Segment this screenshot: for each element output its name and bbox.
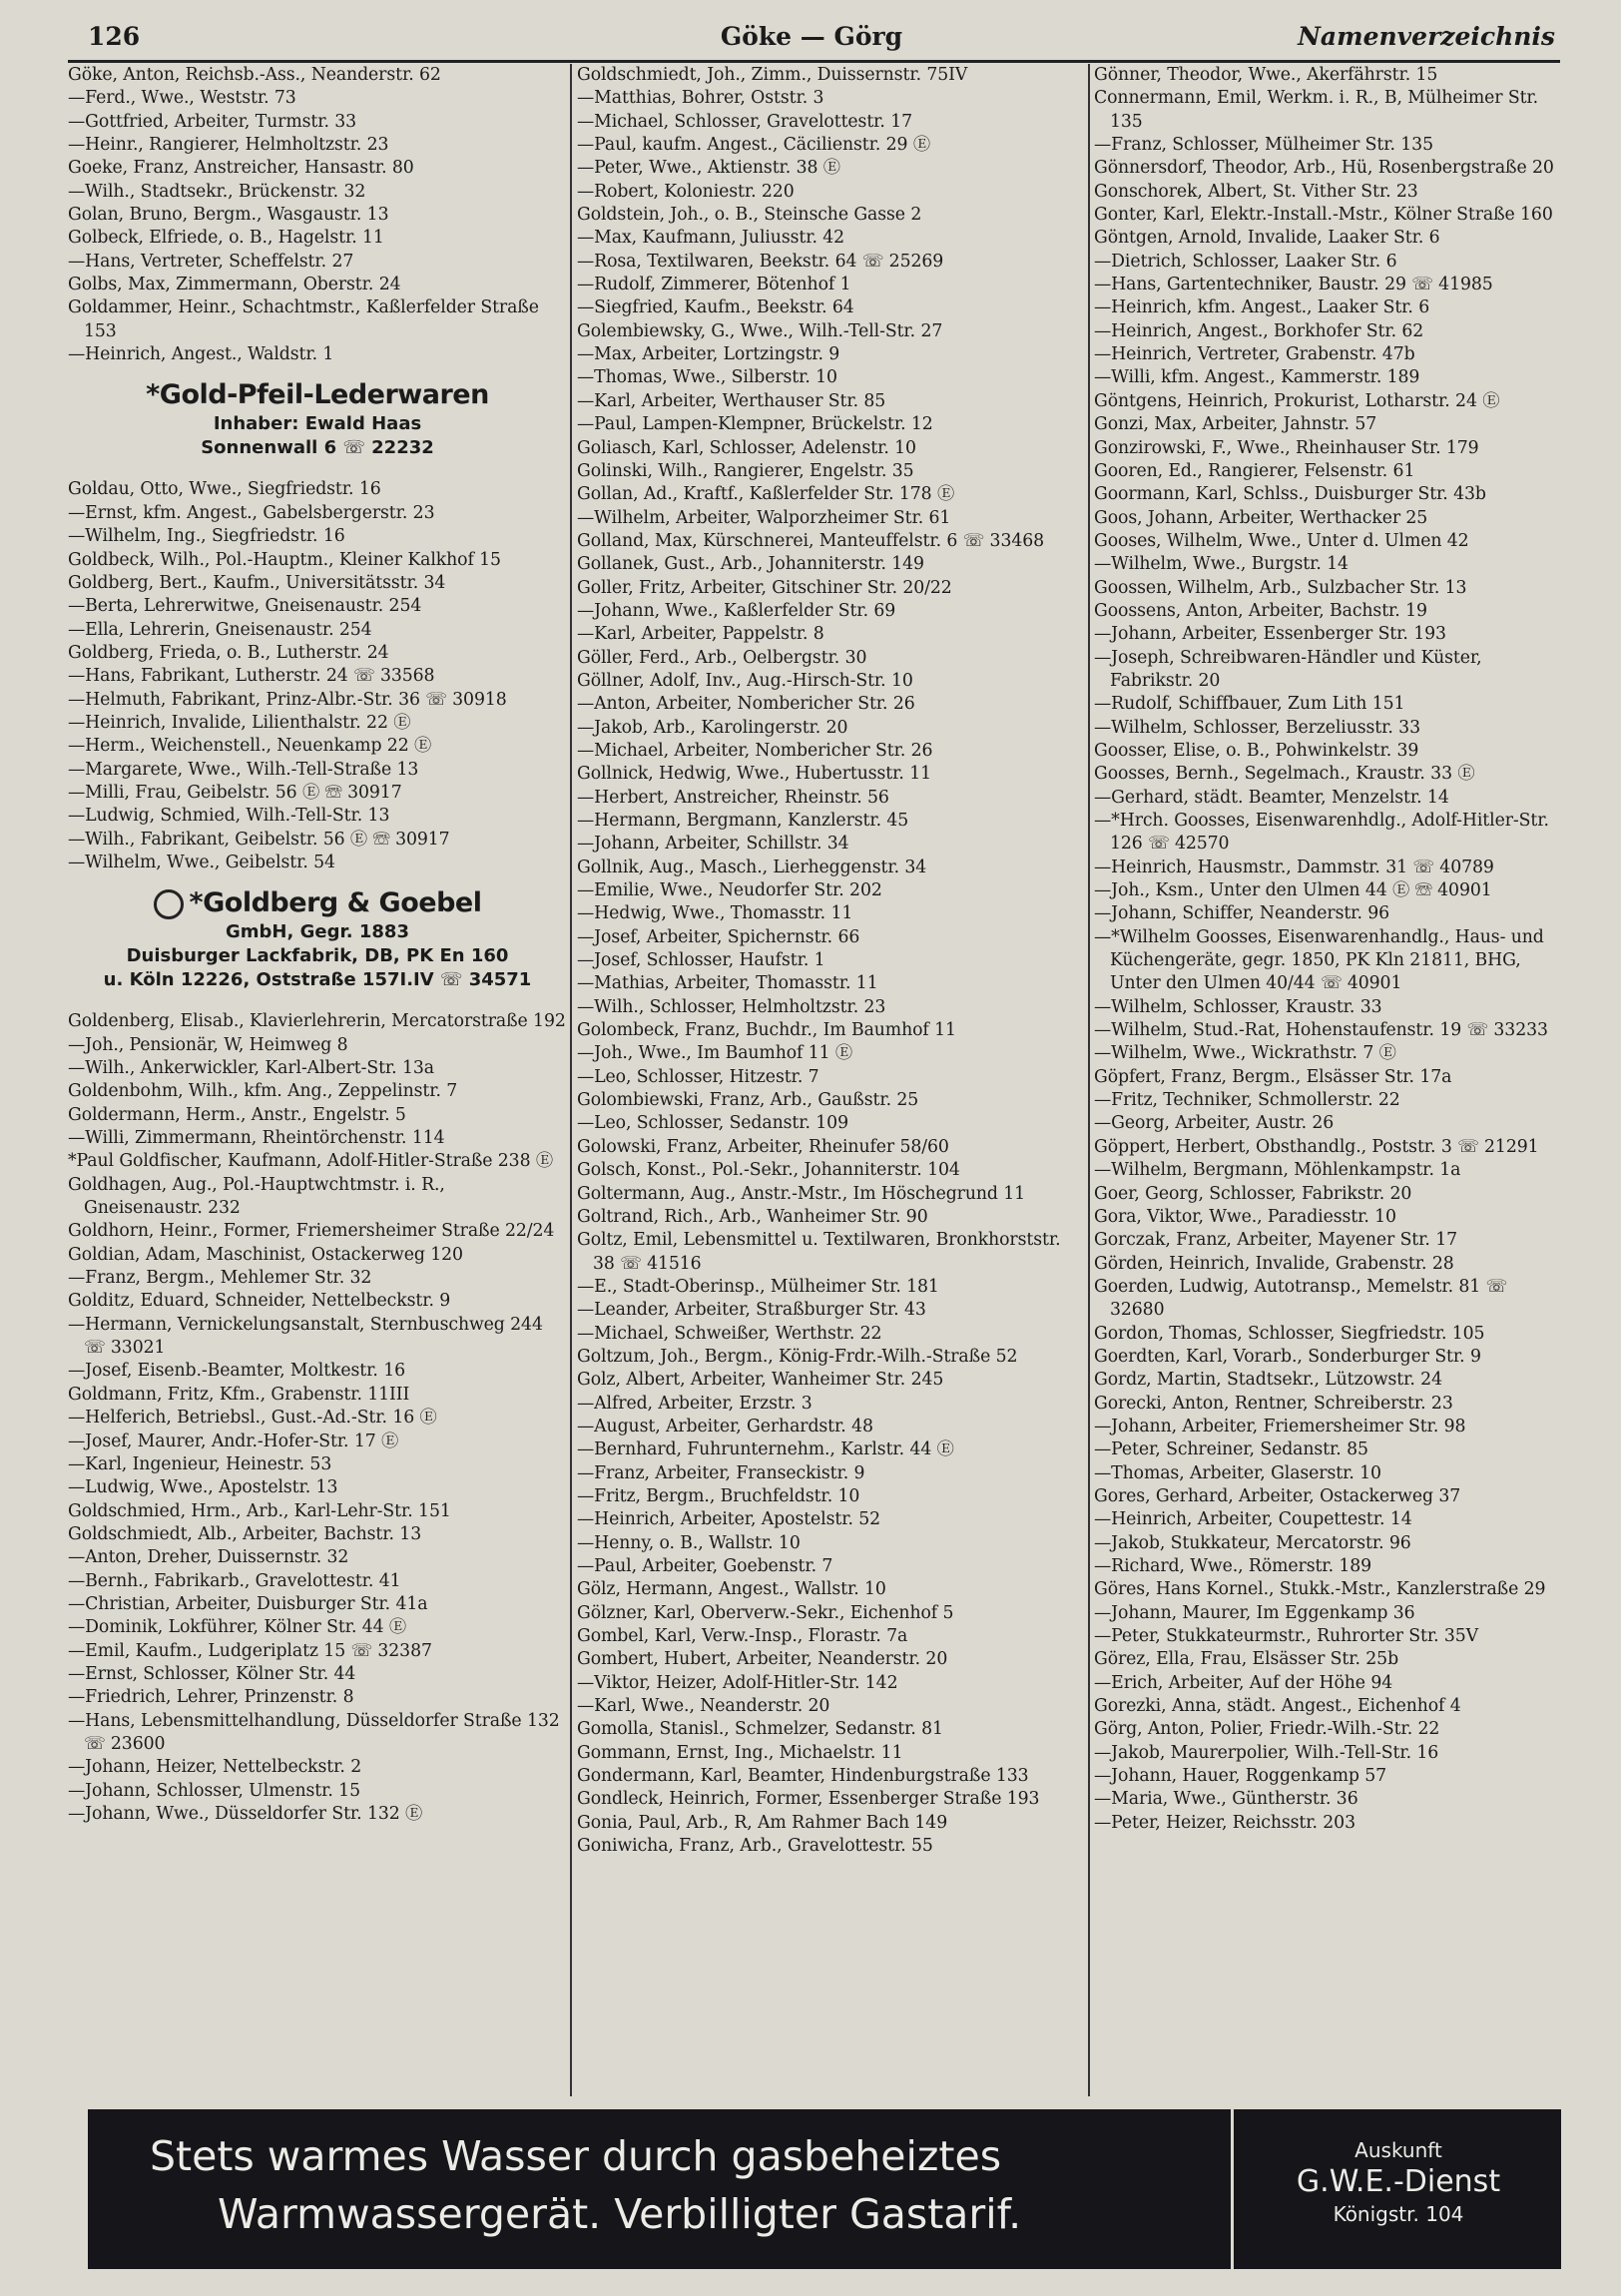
- directory-entry: —Johann, Heizer, Nettelbeckstr. 2: [68, 1757, 362, 1778]
- advertisement-title: [68, 886, 567, 920]
- banner-line-1: Stets warmes Wasser durch gasbeheiztes: [150, 2132, 1002, 2180]
- directory-entry: —Friedrich, Lehrer, Prinzenstr. 8: [68, 1687, 354, 1708]
- directory-entry: —Jakob, Stukkateur, Mercatorstr. 96: [1094, 1532, 1411, 1553]
- directory-entry: Goer, Georg, Schlosser, Fabrikstr. 20: [1094, 1183, 1412, 1204]
- spacer: [68, 460, 567, 478]
- directory-entry: Gordon, Thomas, Schlosser, Siegfriedstr. 105: [1094, 1323, 1485, 1344]
- directory-entry: —Ernst, kfm. Angest., Gabelsbergerstr. 23: [68, 502, 435, 523]
- directory-entry: —Dietrich, Schlosser, Laaker Str. 6: [1094, 251, 1397, 272]
- directory-entry: —Michael, Arbeiter, Nombericher Str. 26: [577, 740, 933, 761]
- directory-entry: Gombel, Karl, Verw.-Insp., Florastr. 7a: [577, 1626, 908, 1647]
- banner-info: [1236, 2109, 1561, 2269]
- directory-entry: —Wilhelm, Wwe., Wickrathstr. 7 Ⓔ: [1094, 1043, 1396, 1064]
- directory-entry: —Dominik, Lokführer, Kölner Str. 44 Ⓔ: [68, 1617, 407, 1638]
- directory-entry: —Margarete, Wwe., Wilh.-Tell-Straße 13: [68, 759, 419, 780]
- directory-entry: —Mathias, Arbeiter, Thomasstr. 11: [577, 973, 878, 994]
- directory-entry: Goeke, Franz, Anstreicher, Hansastr. 80: [68, 158, 414, 179]
- directory-entry: —Leander, Arbeiter, Straßburger Str. 43: [577, 1300, 926, 1321]
- directory-entry: —Johann, Arbeiter, Essenberger Str. 193: [1094, 624, 1446, 645]
- directory-entry: —Ludwig, Wwe., Apostelstr. 13: [68, 1477, 338, 1498]
- directory-entry: —Wilhelm, Ing., Siegfriedstr. 16: [68, 526, 345, 547]
- directory-entry: Göppert, Herbert, Obsthandlg., Poststr. 3 ☏ 21291: [1094, 1136, 1539, 1157]
- directory-entry: —Helferich, Betriebsl., Gust.-Ad.-Str. 16 Ⓔ: [68, 1408, 437, 1429]
- directory-entry: —Richard, Wwe., Römerstr. 189: [1094, 1556, 1372, 1576]
- advertisement-line: Duisburger Lackfabrik, DB, PK En 160: [126, 945, 509, 967]
- directory-entry: —Bernh., Fabrikarb., Gravelottestr. 41: [68, 1570, 401, 1591]
- directory-entry: Görg, Anton, Polier, Friedr.-Wilh.-Str. 22: [1094, 1719, 1440, 1740]
- directory-entry: Connermann, Emil, Werkm. i. R., B, Mülheimer Str. 135: [1094, 88, 1539, 132]
- directory-entry: —Leo, Schlosser, Sedanstr. 109: [577, 1113, 848, 1134]
- directory-entry: —Josef, Arbeiter, Spichernstr. 66: [577, 926, 860, 947]
- directory-entry: —Johann, Wwe., Düsseldorfer Str. 132 Ⓔ: [68, 1804, 423, 1824]
- directory-entry: Goerdten, Karl, Vorarb., Sonderburger Str. 9: [1094, 1346, 1481, 1367]
- directory-entry: —Michael, Schweißer, Werthstr. 22: [577, 1323, 882, 1344]
- directory-entry: Goldian, Adam, Maschinist, Ostackerweg 120: [68, 1244, 463, 1265]
- directory-entry: —Hans, Fabrikant, Lutherstr. 24 ☏ 33568: [68, 666, 435, 687]
- directory-entry: Goldschmiedt, Joh., Zimm., Duissernstr. 75IV: [577, 65, 968, 85]
- directory-entry: —Jakob, Arb., Karolingerstr. 20: [577, 717, 848, 738]
- directory-entry: Goldbeck, Wilh., Pol.-Hauptm., Kleiner Kalkhof 15: [68, 549, 501, 570]
- advertisement-title: [68, 378, 567, 412]
- directory-entry: —Franz, Schlosser, Mülheimer Str. 135: [1094, 135, 1433, 156]
- directory-entry: Golan, Bruno, Bergm., Wasgaustr. 13: [68, 205, 389, 226]
- directory-entry: Goormann, Karl, Schlss., Duisburger Str. 43b: [1094, 484, 1486, 505]
- banner-info-service: G.W.E.-Dienst: [1296, 2164, 1501, 2199]
- directory-entry: —E., Stadt-Oberinsp., Mülheimer Str. 181: [577, 1276, 939, 1297]
- advertisement-title-text: *Gold-Pfeil-Lederwaren: [146, 379, 489, 411]
- directory-entry: —Karl, Ingenieur, Heinestr. 53: [68, 1453, 332, 1474]
- directory-entry: —Wilh., Stadtsekr., Brückenstr. 32: [68, 181, 366, 202]
- directory-entry: —Wilhelm, Stud.-Rat, Hohenstaufenstr. 19 ☏ 33233: [1094, 1020, 1548, 1041]
- directory-entry: Goldschmied, Hrm., Arb., Karl-Lehr-Str. 151: [68, 1500, 451, 1521]
- directory-entry: —Wilh., Fabrikant, Geibelstr. 56 Ⓔ ☏ 30917: [68, 829, 450, 850]
- banner-slogan: [88, 2109, 1226, 2269]
- directory-entry: —Paul, Lampen-Klempner, Brückelstr. 12: [577, 414, 933, 435]
- directory-entry: —Hermann, Bergmann, Kanzlerstr. 45: [577, 811, 909, 831]
- directory-entry: Golz, Albert, Arbeiter, Wanheimer Str. 245: [577, 1370, 944, 1391]
- directory-entry: —Joseph, Schreibwaren-Händler und Küster, Fabrikstr. 20: [1094, 647, 1482, 691]
- directory-entry: Gölz, Hermann, Angest., Wallstr. 10: [577, 1579, 886, 1600]
- directory-entry: —Fritz, Techniker, Schmollerstr. 22: [1094, 1090, 1400, 1111]
- directory-entry: Goldenbohm, Wilh., kfm. Ang., Zeppelinstr. 7: [68, 1081, 458, 1102]
- directory-entry: Goerden, Ludwig, Autotransp., Memelstr. 81 ☏ 32680: [1094, 1276, 1508, 1321]
- directory-entry: —Wilhelm, Wwe., Burgstr. 14: [1094, 554, 1349, 575]
- directory-entry: Gonschorek, Albert, St. Vither Str. 23: [1094, 181, 1418, 202]
- directory-entry: —Ludwig, Schmied, Wilh.-Tell-Str. 13: [68, 806, 390, 827]
- directory-entry: —Gerhard, städt. Beamter, Menzelstr. 14: [1094, 787, 1449, 808]
- directory-entry: —Erich, Arbeiter, Auf der Höhe 94: [1094, 1672, 1393, 1693]
- directory-entry: —August, Arbeiter, Gerhardstr. 48: [577, 1416, 873, 1436]
- directory-entry: —Hans, Vertreter, Scheffelstr. 27: [68, 251, 354, 272]
- directory-entry: —Wilh., Ankerwickler, Karl-Albert-Str. 13a: [68, 1058, 434, 1078]
- directory-entry: —Anton, Arbeiter, Nombericher Str. 26: [577, 694, 915, 715]
- directory-entry: —Alfred, Arbeiter, Erzstr. 3: [577, 1393, 812, 1414]
- directory-entry: —Peter, Wwe., Aktienstr. 38 Ⓔ: [577, 158, 840, 179]
- directory-entry: Gorecki, Anton, Rentner, Schreiberstr. 23: [1094, 1393, 1453, 1414]
- column-3: [1094, 64, 1563, 2096]
- directory-entry: Goldstein, Joh., o. B., Steinsche Gasse 2: [577, 205, 922, 226]
- directory-entry: Gomolla, Stanisl., Schmelzer, Sedanstr. 81: [577, 1719, 943, 1740]
- directory-entry: —Hermann, Vernickelungsanstalt, Sternbuschweg 244 ☏ 33021: [68, 1314, 543, 1359]
- directory-entry: —Paul, kaufm. Angest., Cäcilienstr. 29 Ⓔ: [577, 135, 931, 156]
- directory-entry: Golditz, Eduard, Schneider, Nettelbeckstr. 9: [68, 1291, 451, 1312]
- directory-entry: Goldschmiedt, Alb., Arbeiter, Bachstr. 13: [68, 1523, 422, 1544]
- page-header: [68, 22, 1555, 62]
- directory-entry: Gommann, Ernst, Ing., Michaelstr. 11: [577, 1742, 903, 1763]
- directory-entry: —Heinrich, Arbeiter, Coupettestr. 14: [1094, 1509, 1412, 1530]
- column-divider: [1088, 64, 1090, 2096]
- directory-entry: —Siegfried, Kaufm., Beekstr. 64: [577, 297, 854, 318]
- advertisement-banner: [88, 2109, 1561, 2269]
- directory-entry: Goldammer, Heinr., Schachtmstr., Kaßlerfelder Straße 153: [68, 297, 539, 341]
- directory-entry: Gores, Gerhard, Arbeiter, Ostackerweg 37: [1094, 1485, 1461, 1506]
- directory-entry: —Karl, Arbeiter, Werthauser Str. 85: [577, 390, 886, 411]
- directory-entry: Gollanek, Gust., Arb., Johanniterstr. 149: [577, 554, 924, 575]
- directory-entry: —Peter, Heizer, Reichsstr. 203: [1094, 1812, 1355, 1833]
- directory-entry: Goltermann, Aug., Anstr.-Mstr., Im Höschegrund 11: [577, 1183, 1026, 1204]
- directory-entry: —Josef, Eisenb.-Beamter, Moltkestr. 16: [68, 1361, 405, 1382]
- directory-entry: Gora, Viktor, Wwe., Paradiesstr. 10: [1094, 1206, 1396, 1227]
- directory-entry: —Johann, Schiffer, Neanderstr. 96: [1094, 903, 1390, 924]
- name-range: Göke — Görg: [720, 22, 903, 51]
- directory-entry: —Herm., Weichenstell., Neuenkamp 22 Ⓔ: [68, 736, 432, 757]
- directory-entry: —Heinrich, Hausmstr., Dammstr. 31 ☏ 40789: [1094, 857, 1494, 877]
- directory-entry: —Jakob, Maurerpolier, Wilh.-Tell-Str. 16: [1094, 1742, 1439, 1763]
- directory-entry: Gorezki, Anna, städt. Angest., Eichenhof 4: [1094, 1696, 1461, 1717]
- directory-entry: —Max, Kaufmann, Juliusstr. 42: [577, 228, 845, 249]
- directory-entry: Goliasch, Karl, Schlosser, Adelenstr. 10: [577, 437, 916, 458]
- directory-entry: —Heinrich, Vertreter, Grabenstr. 47b: [1094, 344, 1415, 365]
- banner-info-address: Königstr. 104: [1333, 2202, 1464, 2226]
- directory-entry: Göntgen, Arnold, Invalide, Laaker Str. 6: [1094, 228, 1440, 249]
- directory-entry: —*Wilhelm Goosses, Eisenwarenhandlg., Haus- und Küchengeräte, gegr. 1850, PK Kln 21811, BHG, Unter den Ulmen 40/44 ☏ 40901: [1094, 926, 1544, 994]
- directory-entry: —Emilie, Wwe., Neudorfer Str. 202: [577, 880, 882, 901]
- directory-entry: Göke, Anton, Reichsb.-Ass., Neanderstr. 62: [68, 65, 441, 85]
- directory-entry: —Emil, Kaufm., Ludgeriplatz 15 ☏ 32387: [68, 1640, 432, 1661]
- directory-entry: —Joh., Wwe., Im Baumhof 11 Ⓔ: [577, 1043, 853, 1064]
- directory-entry: Göllner, Adolf, Inv., Aug.-Hirsch-Str. 10: [577, 670, 913, 691]
- directory-entry: —Anton, Dreher, Duissernstr. 32: [68, 1547, 349, 1568]
- directory-entry: Gorczak, Franz, Arbeiter, Mayener Str. 17: [1094, 1230, 1457, 1251]
- directory-entry: —Willi, Zimmermann, Rheintörchenstr. 114: [68, 1128, 445, 1149]
- directory-entry: Goos, Johann, Arbeiter, Werthacker 25: [1094, 507, 1428, 528]
- directory-entry: Goldermann, Herm., Anstr., Engelstr. 5: [68, 1104, 406, 1125]
- banner-info-label: Auskunft: [1354, 2138, 1442, 2162]
- directory-entry: —Ferd., Wwe., Weststr. 73: [68, 88, 296, 109]
- directory-entry: Göres, Hans Kornel., Stukk.-Mstr., Kanzlerstraße 29: [1094, 1579, 1546, 1600]
- directory-entry: Goldau, Otto, Wwe., Siegfriedstr. 16: [68, 479, 381, 500]
- directory-entry: —Wilhelm, Schlosser, Kraustr. 33: [1094, 996, 1382, 1017]
- directory-entry: —Johann, Arbeiter, Friemersheimer Str. 98: [1094, 1416, 1466, 1436]
- business-advertisement: [68, 886, 567, 992]
- directory-entry: —Berta, Lehrerwitwe, Gneisenaustr. 254: [68, 596, 422, 617]
- directory-entry: Goossens, Anton, Arbeiter, Bachstr. 19: [1094, 600, 1427, 621]
- directory-entry: Gonia, Paul, Arb., R, Am Rahmer Bach 149: [577, 1812, 948, 1833]
- directory-entry: —Heinr., Rangierer, Helmholtzstr. 23: [68, 135, 389, 156]
- directory-entry: Gonzi, Max, Arbeiter, Jahnstr. 57: [1094, 414, 1377, 435]
- directory-entry: Göpfert, Franz, Bergm., Elsässer Str. 17a: [1094, 1066, 1452, 1087]
- directory-entry: —Georg, Arbeiter, Austr. 26: [1094, 1113, 1335, 1134]
- page-number: 126: [88, 22, 141, 51]
- directory-entry: Görez, Ella, Frau, Elsässer Str. 25b: [1094, 1649, 1399, 1670]
- directory-entry: Gooses, Wilhelm, Wwe., Unter d. Ulmen 42: [1094, 530, 1469, 551]
- directory-entry: —Heinrich, Angest., Waldstr. 1: [68, 344, 334, 365]
- directory-entry: —Karl, Wwe., Neanderstr. 20: [577, 1696, 830, 1717]
- directory-entry: Goldberg, Bert., Kaufm., Universitätsstr. 34: [68, 572, 446, 593]
- directory-entry: —Wilh., Schlosser, Helmholtzstr. 23: [577, 996, 886, 1017]
- directory-entry: —Thomas, Wwe., Silberstr. 10: [577, 367, 837, 388]
- column-2: [577, 64, 1086, 2096]
- directory-entry: Goltrand, Rich., Arb., Wanheimer Str. 90: [577, 1206, 928, 1227]
- directory-entry: Goltz, Emil, Lebensmittel u. Textilwaren, Bronkhorststr. 38 ☏ 41516: [577, 1230, 1061, 1274]
- directory-entry: Goniwicha, Franz, Arb., Gravelottestr. 55: [577, 1836, 933, 1857]
- directory-entry: Golembiewsky, G., Wwe., Wilh.-Tell-Str. 27: [577, 320, 943, 341]
- directory-entry: —Hans, Lebensmittelhandlung, Düsseldorfer Straße 132 ☏ 23600: [68, 1710, 560, 1754]
- directory-entry: —Herbert, Anstreicher, Rheinstr. 56: [577, 787, 889, 808]
- directory-entry: Goldenberg, Elisab., Klavierlehrerin, Mercatorstraße 192: [68, 1011, 566, 1032]
- directory-entry: —Heinrich, Invalide, Lilienthalstr. 22 Ⓔ: [68, 712, 411, 733]
- directory-entry: —Wilhelm, Arbeiter, Walporzheimer Str. 61: [577, 507, 951, 528]
- directory-entry: —Karl, Arbeiter, Pappelstr. 8: [577, 624, 824, 645]
- directory-entry: —Heinrich, Angest., Borkhofer Str. 62: [1094, 320, 1424, 341]
- directory-entry: Gölzner, Karl, Oberverw.-Sekr., Eichenhof 5: [577, 1602, 954, 1623]
- directory-entry: —Johann, Wwe., Kaßlerfelder Str. 69: [577, 600, 896, 621]
- directory-entry: Göller, Ferd., Arb., Oelbergstr. 30: [577, 647, 867, 668]
- advertisement-title-text: *Goldberg & Goebel: [189, 887, 482, 919]
- directory-entry: —Wilhelm, Schlosser, Berzeliusstr. 33: [1094, 717, 1420, 738]
- directory-entry: —Joh., Ksm., Unter den Ulmen 44 Ⓔ ☏ 40901: [1094, 880, 1492, 901]
- directory-entry: Goosser, Elise, o. B., Pohwinkelstr. 39: [1094, 740, 1419, 761]
- directory-entry: —Peter, Schreiner, Sedanstr. 85: [1094, 1439, 1368, 1460]
- directory-entry: —Wilhelm, Bergmann, Möhlenkampstr. 1a: [1094, 1160, 1461, 1181]
- directory-entry: —Bernhard, Fuhrunternehm., Karlstr. 44 Ⓔ: [577, 1439, 954, 1460]
- directory-entry: —Hedwig, Wwe., Thomasstr. 11: [577, 903, 853, 924]
- directory-entry: —Josef, Maurer, Andr.-Hofer-Str. 17 Ⓔ: [68, 1431, 399, 1451]
- directory-entry: Gondermann, Karl, Beamter, Hindenburgstraße 133: [577, 1766, 1029, 1787]
- directory-entry: —Wilhelm, Wwe., Geibelstr. 54: [68, 852, 335, 872]
- directory-entry: Goldhagen, Aug., Pol.-Hauptwchtmstr. i. R., Gneisenaustr. 232: [68, 1174, 445, 1219]
- directory-entry: Golsch, Konst., Pol.-Sekr., Johanniterstr. 104: [577, 1160, 960, 1181]
- directory-entry: Gonter, Karl, Elektr.-Install.-Mstr., Kölner Straße 160: [1094, 205, 1553, 226]
- directory-entry: —Fritz, Bergm., Bruchfeldstr. 10: [577, 1485, 860, 1506]
- directory-entry: Göntgens, Heinrich, Prokurist, Lotharstr. 24 Ⓔ: [1094, 390, 1500, 411]
- directory-entry: —Michael, Schlosser, Gravelottestr. 17: [577, 111, 913, 132]
- directory-entry: —Milli, Frau, Geibelstr. 56 Ⓔ ☏ 30917: [68, 782, 402, 803]
- directory-entry: —Paul, Arbeiter, Goebenstr. 7: [577, 1556, 833, 1576]
- directory-entry: —Rudolf, Zimmerer, Bötenhof 1: [577, 275, 851, 295]
- directory-entry: Goldhorn, Heinr., Former, Friemersheimer Straße 22/24: [68, 1221, 555, 1242]
- advertisement-line: Inhaber: Ewald Haas: [213, 413, 422, 435]
- company-logo-icon: [154, 889, 184, 919]
- directory-entry: —Ernst, Schlosser, Kölner Str. 44: [68, 1663, 356, 1684]
- directory-entry: Gollnick, Hedwig, Wwe., Hubertusstr. 11: [577, 764, 931, 785]
- directory-entry: —Matthias, Bohrer, Oststr. 3: [577, 88, 824, 109]
- advertisement-line: GmbH, Gegr. 1883: [226, 921, 409, 943]
- directory-entry: —Peter, Stukkateurmstr., Ruhrorter Str. 35V: [1094, 1626, 1479, 1647]
- column-divider: [570, 64, 572, 2096]
- directory-entry: Golland, Max, Kürschnerei, Manteuffelstr. 6 ☏ 33468: [577, 530, 1045, 551]
- directory-entry: —Josef, Schlosser, Haufstr. 1: [577, 950, 825, 971]
- header-rule: [68, 60, 1560, 63]
- section-title: Namenverzeichnis: [1298, 22, 1555, 51]
- directory-entry: Golbs, Max, Zimmermann, Oberstr. 24: [68, 275, 401, 295]
- directory-entry: Goldmann, Fritz, Kfm., Grabenstr. 11III: [68, 1384, 410, 1405]
- directory-entry: —Gottfried, Arbeiter, Turmstr. 33: [68, 111, 357, 132]
- banner-divider: [1231, 2109, 1234, 2269]
- directory-entry: —Johann, Maurer, Im Eggenkamp 36: [1094, 1602, 1415, 1623]
- directory-entry: —Hans, Gartentechniker, Baustr. 29 ☏ 41985: [1094, 275, 1493, 295]
- directory-entry: Golbeck, Elfriede, o. B., Hagelstr. 11: [68, 228, 384, 249]
- banner-line-2: Warmwassergerät. Verbilligter Gastarif.: [218, 2190, 1022, 2238]
- directory-entry: Gollan, Ad., Kraftf., Kaßlerfelder Str. 178 Ⓔ: [577, 484, 955, 505]
- directory-entry: —Rosa, Textilwaren, Beekstr. 64 ☏ 25269: [577, 251, 944, 272]
- directory-entry: —Joh., Pensionär, W, Heimweg 8: [68, 1034, 348, 1055]
- directory-entry: —Thomas, Arbeiter, Glaserstr. 10: [1094, 1462, 1381, 1483]
- directory-entry: —Franz, Bergm., Mehlemer Str. 32: [68, 1268, 372, 1289]
- directory-entry: Gondleck, Heinrich, Former, Essenberger Straße 193: [577, 1789, 1040, 1810]
- column-1: [68, 64, 567, 2096]
- directory-entry: —Maria, Wwe., Güntherstr. 36: [1094, 1789, 1358, 1810]
- directory-entry: Golombiewski, Franz, Arb., Gaußstr. 25: [577, 1090, 919, 1111]
- directory-entry: Goltzum, Joh., Bergm., König-Frdr.-Wilh.-Straße 52: [577, 1346, 1018, 1367]
- directory-entry: —Franz, Arbeiter, Franseckistr. 9: [577, 1462, 865, 1483]
- directory-entry: —*Hrch. Goosses, Eisenwarenhdlg., Adolf-Hitler-Str. 126 ☏ 42570: [1094, 811, 1549, 855]
- directory-entry: Gönner, Theodor, Wwe., Akerfährstr. 15: [1094, 65, 1438, 85]
- directory-entry: —Johann, Schlosser, Ulmenstr. 15: [68, 1780, 360, 1801]
- directory-entry: Gordz, Martin, Stadtsekr., Lützowstr. 24: [1094, 1370, 1442, 1391]
- directory-entry: Golombeck, Franz, Buchdr., Im Baumhof 11: [577, 1020, 956, 1041]
- directory-entry: *Paul Goldfischer, Kaufmann, Adolf-Hitler-Straße 238 Ⓔ: [68, 1151, 554, 1172]
- directory-entry: Goosses, Bernh., Segelmach., Kraustr. 33 Ⓔ: [1094, 764, 1475, 785]
- directory-entry: —Johann, Arbeiter, Schillstr. 34: [577, 834, 849, 855]
- spacer: [68, 992, 567, 1010]
- directory-entry: —Rudolf, Schiffbauer, Zum Lith 151: [1094, 694, 1405, 715]
- directory-entry: Golinski, Wilh., Rangierer, Engelstr. 35: [577, 460, 914, 481]
- directory-entry: —Viktor, Heizer, Adolf-Hitler-Str. 142: [577, 1672, 898, 1693]
- directory-entry: —Johann, Hauer, Roggenkamp 57: [1094, 1766, 1387, 1787]
- directory-entry: Gönnersdorf, Theodor, Arb., Hü, Rosenbergstraße 20: [1094, 158, 1554, 179]
- business-advertisement: [68, 378, 567, 460]
- advertisement-line: u. Köln 12226, Oststraße 157I.IV ☏ 34571: [103, 969, 532, 991]
- directory-entry: Goldberg, Frieda, o. B., Lutherstr. 24: [68, 642, 389, 663]
- directory-entry: —Ella, Lehrerin, Gneisenaustr. 254: [68, 619, 372, 640]
- directory-entry: Gombert, Hubert, Arbeiter, Neanderstr. 20: [577, 1649, 948, 1670]
- directory-entry: Gollnik, Aug., Masch., Lierheggenstr. 34: [577, 857, 927, 877]
- directory-entry: —Henny, o. B., Wallstr. 10: [577, 1532, 801, 1553]
- directory-entry: Görden, Heinrich, Invalide, Grabenstr. 28: [1094, 1253, 1454, 1274]
- advertisement-line: Sonnenwall 6 ☏ 22232: [201, 437, 434, 459]
- directory-entry: —Heinrich, Arbeiter, Apostelstr. 52: [577, 1509, 881, 1530]
- directory-entry: Goossen, Wilhelm, Arb., Sulzbacher Str. 13: [1094, 577, 1467, 598]
- directory-entry: —Robert, Koloniestr. 220: [577, 181, 795, 202]
- directory-entry: —Heinrich, kfm. Angest., Laaker Str. 6: [1094, 297, 1430, 318]
- directory-entry: Gooren, Ed., Rangierer, Felsenstr. 61: [1094, 460, 1415, 481]
- directory-entry: —Christian, Arbeiter, Duisburger Str. 41a: [68, 1593, 428, 1614]
- directory-entry: —Max, Arbeiter, Lortzingstr. 9: [577, 344, 840, 365]
- directory-entry: —Leo, Schlosser, Hitzestr. 7: [577, 1066, 819, 1087]
- directory-entry: Golowski, Franz, Arbeiter, Rheinufer 58/60: [577, 1136, 949, 1157]
- directory-entry: Gonzirowski, F., Wwe., Rheinhauser Str. 179: [1094, 437, 1479, 458]
- directory-entry: —Helmuth, Fabrikant, Prinz-Albr.-Str. 36 ☏ 30918: [68, 689, 507, 710]
- directory-entry: Goller, Fritz, Arbeiter, Gitschiner Str. 20/22: [577, 577, 952, 598]
- directory-entry: —Willi, kfm. Angest., Kammerstr. 189: [1094, 367, 1420, 388]
